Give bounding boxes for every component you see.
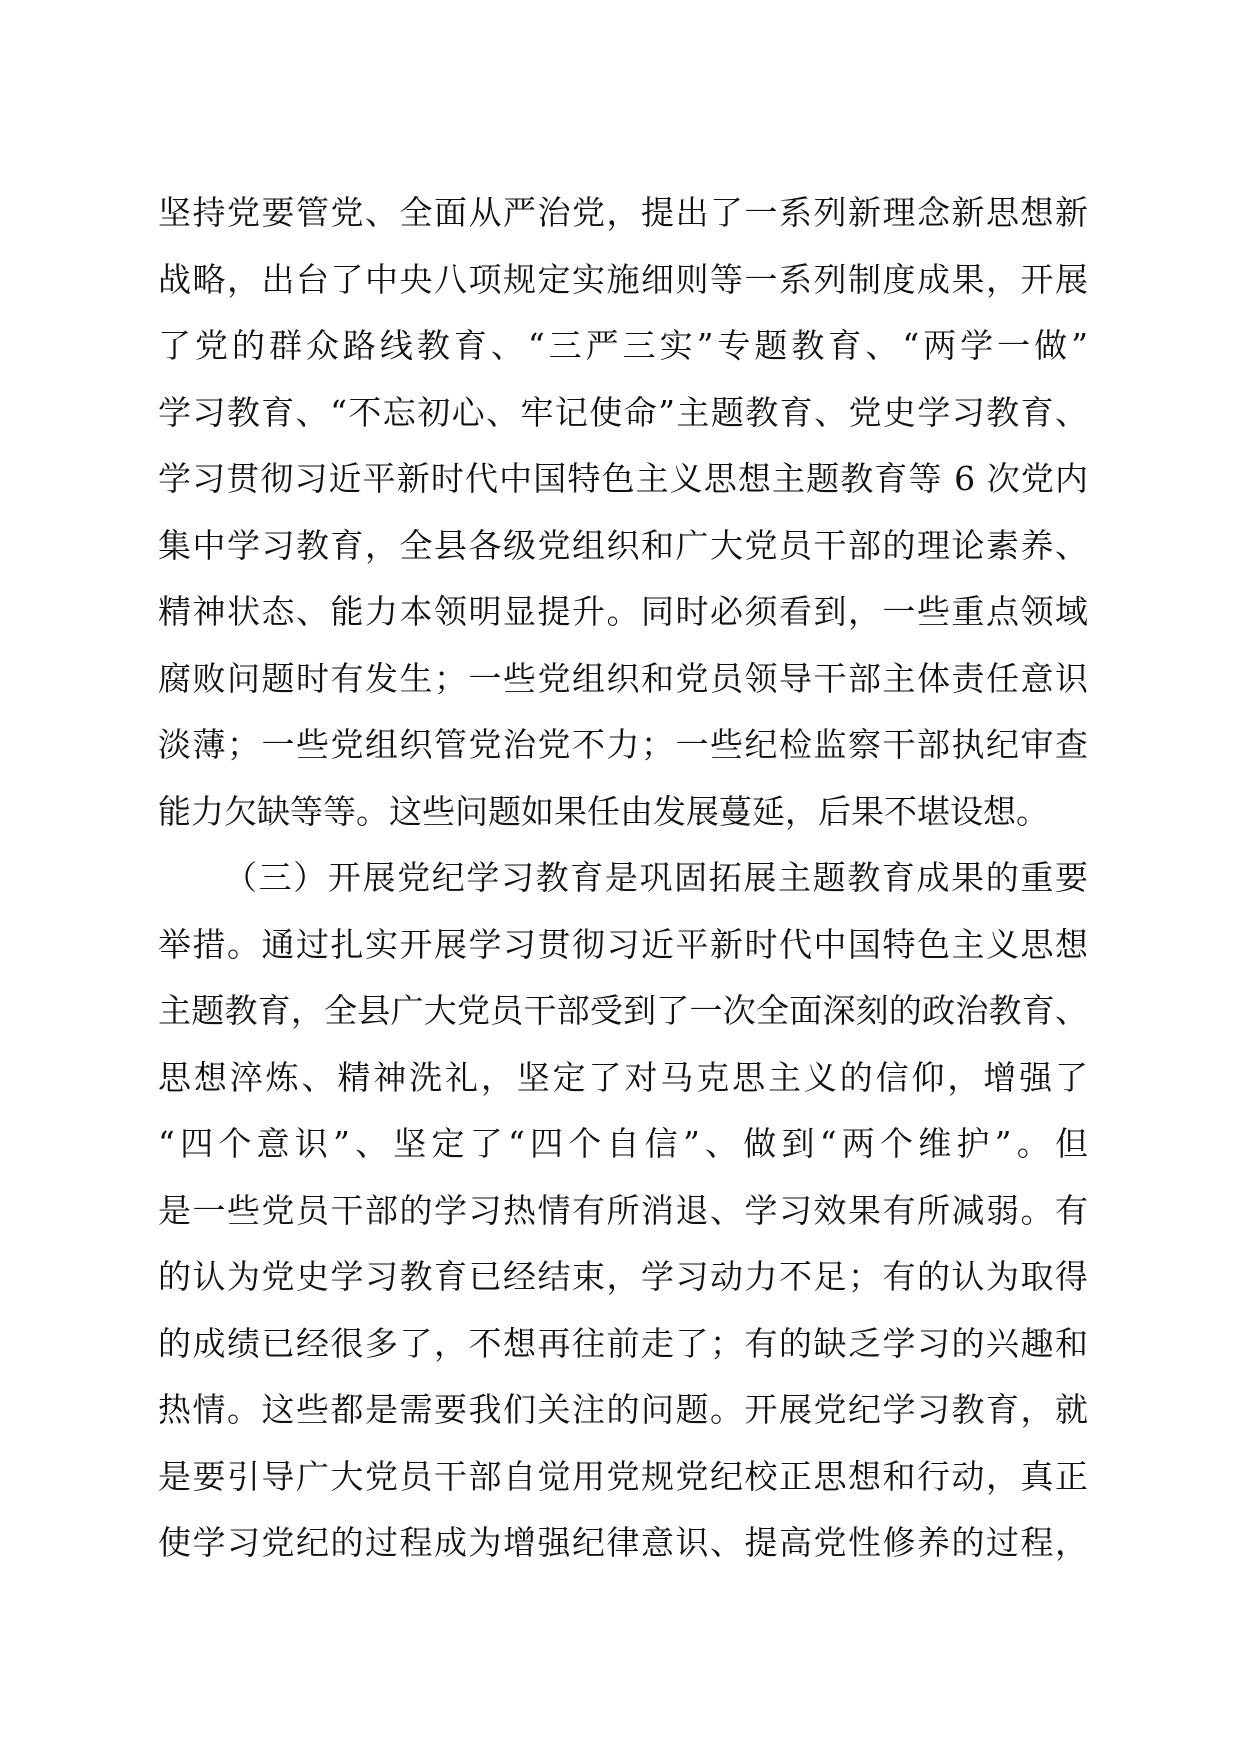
text-line: 使学习党纪的过程成为增强纪律意识、提高党性修养的过程，: [158, 1523, 1088, 1562]
text-line: 战略，出台了中央八项规定实施细则等一系列制度成果，开展: [158, 259, 1088, 299]
text-line: 主题教育，全县广大党员干部受到了一次全面深刻的政治教育、: [158, 991, 1088, 1030]
text-line: 举措。通过扎实开展学习贯彻习近平新时代中国特色主义思想: [158, 924, 1088, 964]
text-line: “四个意识”、坚定了“四个自信”、做到“两个维护”。但: [158, 1124, 1088, 1163]
text-line: 腐败问题时有发生；一些党组织和党员领导干部主体责任意识: [158, 658, 1088, 698]
document-body: [158, 180, 1088, 1577]
text-line: 的成绩已经很多了，不想再往前走了；有的缺乏学习的兴趣和: [158, 1323, 1088, 1363]
text-line: 集中学习教育，全县各级党组织和广大党员干部的理论素养、: [158, 525, 1088, 565]
text-line: 能力欠缺等等。这些问题如果任由发展蔓延，后果不堪设想。: [158, 791, 1049, 831]
section-heading-line: （三）开展党纪学习教育是巩固拓展主题教育成果的重要: [224, 858, 1088, 897]
text-line: 的认为党史学习教育已经结束，学习动力不足；有的认为取得: [158, 1257, 1088, 1296]
text-line: 思想淬炼、精神洗礼，坚定了对马克思主义的信仰，增强了: [158, 1057, 1088, 1097]
text-line: 坚持党要管党、全面从严治党，提出了一系列新理念新思想新: [158, 193, 1088, 232]
text-line: 热情。这些都是需要我们关注的问题。开展党纪学习教育，就: [158, 1390, 1088, 1429]
text-line: 是要引导广大党员干部自觉用党规党纪校正思想和行动，真正: [158, 1456, 1088, 1496]
text-line: 学习贯彻习近平新时代中国特色主义思想主题教育等 6 次党内: [158, 459, 1088, 498]
text-line: 精神状态、能力本领明显提升。同时必须看到，一些重点领域: [158, 592, 1088, 631]
text-line: 淡薄；一些党组织管党治党不力；一些纪检监察干部执纪审查: [158, 725, 1088, 764]
text-line: 学习教育、“不忘初心、牢记使命”主题教育、党史学习教育、: [158, 392, 1088, 432]
text-line: 了党的群众路线教育、“三严三实”专题教育、“两学一做”: [158, 326, 1088, 365]
text-line: 是一些党员干部的学习热情有所消退、学习效果有所减弱。有: [158, 1190, 1088, 1230]
